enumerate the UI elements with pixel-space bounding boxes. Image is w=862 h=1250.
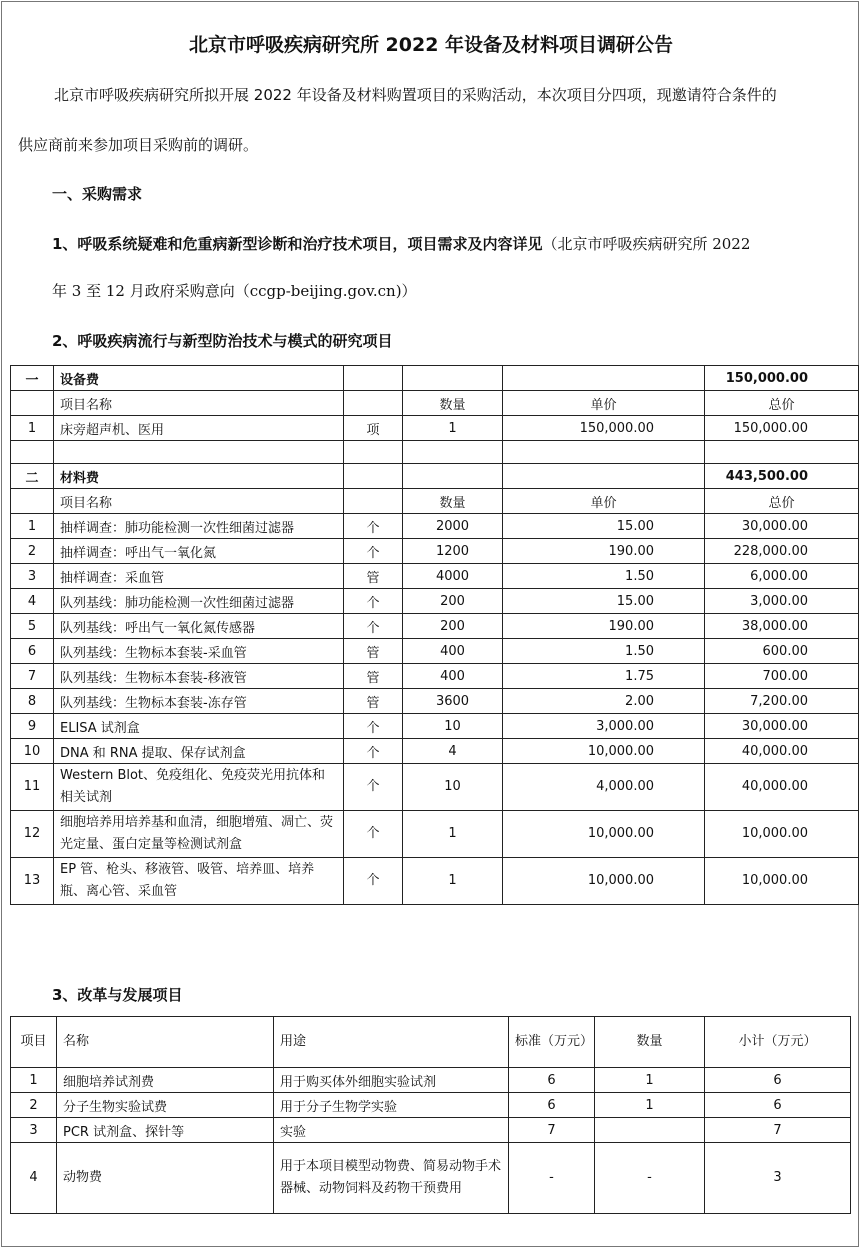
table-row <box>11 614 859 639</box>
row-total: 600.00 <box>705 639 859 664</box>
row-qty: 400 <box>403 664 503 689</box>
table-row <box>11 639 859 664</box>
table-row <box>11 764 859 811</box>
row-price: 2.00 <box>503 689 705 714</box>
item-3-heading: 3、改革与发展项目 <box>52 986 183 1004</box>
row-use: 用于本项目模型动物费、简易动物手术器械、动物饲料及药物干预费用 <box>274 1143 509 1214</box>
col-header-name: 名称 <box>57 1017 274 1068</box>
col-header-name: 项目名称 <box>54 391 344 416</box>
row-unit: 个 <box>344 539 403 564</box>
row-name: 抽样调查：肺功能检测一次性细菌过滤器 <box>54 514 344 539</box>
intro-line-2: 供应商前来参加项目采购前的调研。 <box>18 136 259 154</box>
col-header-name: 项目名称 <box>54 489 344 514</box>
row-name: 抽样调查：采血管 <box>54 564 344 589</box>
empty-cell <box>503 464 705 489</box>
row-unit: 个 <box>344 514 403 539</box>
row-unit: 个 <box>344 858 403 905</box>
section-index: 一 <box>11 366 54 391</box>
row-qty: 1 <box>403 811 503 858</box>
row-total: 6,000.00 <box>705 564 859 589</box>
row-total: 40,000.00 <box>705 739 859 764</box>
empty-cell <box>503 441 705 464</box>
row-name: 细胞培养用培养基和血清，细胞增殖、凋亡、荧光定量、蛋白定量等检测试剂盒 <box>54 811 344 858</box>
budget-table-reform <box>10 1016 851 1214</box>
row-qty: 10 <box>403 714 503 739</box>
row-number: 7 <box>11 664 54 689</box>
row-number: 13 <box>11 858 54 905</box>
col-header-qty: 数量 <box>403 489 503 514</box>
row-standard: - <box>509 1143 595 1214</box>
col-header-use: 用途 <box>274 1017 509 1068</box>
row-name: 抽样调查：呼出气一氧化氮 <box>54 539 344 564</box>
row-name: 队列基线：生物标本套装-移液管 <box>54 664 344 689</box>
row-number: 12 <box>11 811 54 858</box>
row-price: 10,000.00 <box>503 739 705 764</box>
table-row <box>11 1068 851 1093</box>
section-label: 材料费 <box>54 464 344 489</box>
row-number: 5 <box>11 614 54 639</box>
row-price: 10,000.00 <box>503 858 705 905</box>
row-qty: 3600 <box>403 689 503 714</box>
row-qty <box>595 1118 705 1143</box>
row-number: 1 <box>11 1068 57 1093</box>
row-unit: 管 <box>344 664 403 689</box>
row-price: 4,000.00 <box>503 764 705 811</box>
row-number: 11 <box>11 764 54 811</box>
row-use: 实验 <box>274 1118 509 1143</box>
table-row <box>11 739 859 764</box>
empty-cell <box>344 441 403 464</box>
row-name: 床旁超声机、医用 <box>54 416 344 441</box>
row-qty: 1 <box>403 858 503 905</box>
row-qty: 4000 <box>403 564 503 589</box>
row-price: 150,000.00 <box>503 416 705 441</box>
row-name: 队列基线：肺功能检测一次性细菌过滤器 <box>54 589 344 614</box>
row-number: 9 <box>11 714 54 739</box>
row-number: 3 <box>11 564 54 589</box>
row-qty: 1200 <box>403 539 503 564</box>
table-row <box>11 714 859 739</box>
table-row <box>11 689 859 714</box>
table2-header-row <box>11 1017 851 1068</box>
col-header-standard: 标准（万元） <box>509 1017 595 1068</box>
row-number: 10 <box>11 739 54 764</box>
empty-cell <box>503 366 705 391</box>
table-row <box>11 1143 851 1214</box>
row-price: 1.50 <box>503 639 705 664</box>
row-use: 用于分子生物学实验 <box>274 1093 509 1118</box>
row-qty: 200 <box>403 589 503 614</box>
row-price: 190.00 <box>503 614 705 639</box>
item-2-heading: 2、呼吸疾病流行与新型防治技术与模式的研究项目 <box>52 332 393 350</box>
table-row <box>11 539 859 564</box>
row-name: 队列基线：呼出气一氧化氮传感器 <box>54 614 344 639</box>
table-row <box>11 811 859 858</box>
row-total: 7,200.00 <box>705 689 859 714</box>
row-unit: 管 <box>344 689 403 714</box>
row-number: 4 <box>11 1143 57 1214</box>
row-qty: 1 <box>403 416 503 441</box>
budget-table-research <box>10 365 859 905</box>
row-subtotal: 7 <box>705 1118 851 1143</box>
row-qty: 1 <box>595 1093 705 1118</box>
row-unit: 个 <box>344 764 403 811</box>
row-price: 15.00 <box>503 514 705 539</box>
row-unit: 个 <box>344 714 403 739</box>
row-unit: 项 <box>344 416 403 441</box>
row-name: Western Blot、免疫组化、免疫荧光用抗体和相关试剂 <box>54 764 344 811</box>
row-total: 38,000.00 <box>705 614 859 639</box>
empty-cell <box>344 391 403 416</box>
row-subtotal: 6 <box>705 1093 851 1118</box>
row-name: 动物费 <box>57 1143 274 1214</box>
row-total: 228,000.00 <box>705 539 859 564</box>
row-unit: 个 <box>344 589 403 614</box>
table-row <box>11 1093 851 1118</box>
row-qty: 2000 <box>403 514 503 539</box>
row-total: 10,000.00 <box>705 811 859 858</box>
row-name: 队列基线：生物标本套装-采血管 <box>54 639 344 664</box>
row-name: PCR 试剂盒、探针等 <box>57 1118 274 1143</box>
row-qty: 1 <box>595 1068 705 1093</box>
header-row-materials <box>11 489 859 514</box>
row-name: 细胞培养试剂费 <box>57 1068 274 1093</box>
table-row <box>11 858 859 905</box>
row-number: 1 <box>11 514 54 539</box>
table-row <box>11 664 859 689</box>
section-label: 设备费 <box>54 366 344 391</box>
row-number: 2 <box>11 539 54 564</box>
row-standard: 6 <box>509 1068 595 1093</box>
empty-cell <box>344 366 403 391</box>
row-name: 队列基线：生物标本套装-冻存管 <box>54 689 344 714</box>
col-header-total: 总价 <box>705 391 859 416</box>
row-price: 15.00 <box>503 589 705 614</box>
row-number: 8 <box>11 689 54 714</box>
empty-cell <box>403 366 503 391</box>
row-qty: 200 <box>403 614 503 639</box>
row-name: ELISA 试剂盒 <box>54 714 344 739</box>
table-row <box>11 514 859 539</box>
section-heading-procurement: 一、采购需求 <box>52 185 143 203</box>
item-1-bold: 1、呼吸系统疑难和危重病新型诊断和治疗技术项目，项目需求及内容详见 <box>52 235 543 253</box>
empty-cell <box>344 489 403 514</box>
row-total: 700.00 <box>705 664 859 689</box>
row-total: 30,000.00 <box>705 714 859 739</box>
col-header-qty: 数量 <box>595 1017 705 1068</box>
empty-cell <box>11 391 54 416</box>
col-header-subtotal: 小计（万元） <box>705 1017 851 1068</box>
row-total: 3,000.00 <box>705 589 859 614</box>
row-price: 1.50 <box>503 564 705 589</box>
row-price: 10,000.00 <box>503 811 705 858</box>
row-qty: 400 <box>403 639 503 664</box>
section-total: 443,500.00 <box>705 464 859 489</box>
row-unit: 个 <box>344 614 403 639</box>
row-use: 用于购买体外细胞实验试剂 <box>274 1068 509 1093</box>
row-total: 40,000.00 <box>705 764 859 811</box>
table-row <box>11 1118 851 1143</box>
blank-row <box>11 441 859 464</box>
row-price: 1.75 <box>503 664 705 689</box>
col-header-qty: 数量 <box>403 391 503 416</box>
table-row <box>11 589 859 614</box>
row-total: 150,000.00 <box>705 416 859 441</box>
row-price: 3,000.00 <box>503 714 705 739</box>
row-name: EP 管、枪头、移液管、吸管、培养皿、培养瓶、离心管、采血管 <box>54 858 344 905</box>
empty-cell <box>403 441 503 464</box>
row-qty: - <box>595 1143 705 1214</box>
table-row <box>11 416 859 441</box>
row-name: 分子生物实验试费 <box>57 1093 274 1118</box>
row-standard: 7 <box>509 1118 595 1143</box>
empty-cell <box>403 464 503 489</box>
col-header-item: 项目 <box>11 1017 57 1068</box>
row-unit: 个 <box>344 811 403 858</box>
empty-cell <box>705 441 859 464</box>
section-row-materials <box>11 464 859 489</box>
row-total: 10,000.00 <box>705 858 859 905</box>
item-1-heading <box>52 233 750 254</box>
page-title: 北京市呼吸疾病研究所 2022 年设备及材料项目调研公告 <box>188 34 674 56</box>
row-number: 6 <box>11 639 54 664</box>
col-header-unit-price: 单价 <box>503 391 705 416</box>
row-number: 2 <box>11 1093 57 1118</box>
row-total: 30,000.00 <box>705 514 859 539</box>
item-1-rest: （北京市呼吸疾病研究所 2022 <box>542 235 751 253</box>
header-row-equipment <box>11 391 859 416</box>
row-number: 4 <box>11 589 54 614</box>
empty-cell <box>11 441 54 464</box>
section-index: 二 <box>11 464 54 489</box>
row-price: 190.00 <box>503 539 705 564</box>
item-1-rest-line-2: 年 3 至 12 月政府采购意向（ccgp-beijing.gov.cn)） <box>52 282 417 300</box>
section-row-equipment <box>11 366 859 391</box>
row-subtotal: 3 <box>705 1143 851 1214</box>
row-unit: 管 <box>344 639 403 664</box>
row-number: 3 <box>11 1118 57 1143</box>
row-unit: 管 <box>344 564 403 589</box>
empty-cell <box>344 464 403 489</box>
row-standard: 6 <box>509 1093 595 1118</box>
col-header-total: 总价 <box>705 489 859 514</box>
section-total: 150,000.00 <box>705 366 859 391</box>
row-unit: 个 <box>344 739 403 764</box>
empty-cell <box>11 489 54 514</box>
row-name: DNA 和 RNA 提取、保存试剂盒 <box>54 739 344 764</box>
empty-cell <box>54 441 344 464</box>
row-number: 1 <box>11 416 54 441</box>
row-subtotal: 6 <box>705 1068 851 1093</box>
row-qty: 4 <box>403 739 503 764</box>
table-row <box>11 564 859 589</box>
col-header-unit-price: 单价 <box>503 489 705 514</box>
intro-line-1: 北京市呼吸疾病研究所拟开展 2022 年设备及材料购置项目的采购活动，本次项目分四项，现邀请符合条件的 <box>54 86 777 104</box>
row-qty: 10 <box>403 764 503 811</box>
